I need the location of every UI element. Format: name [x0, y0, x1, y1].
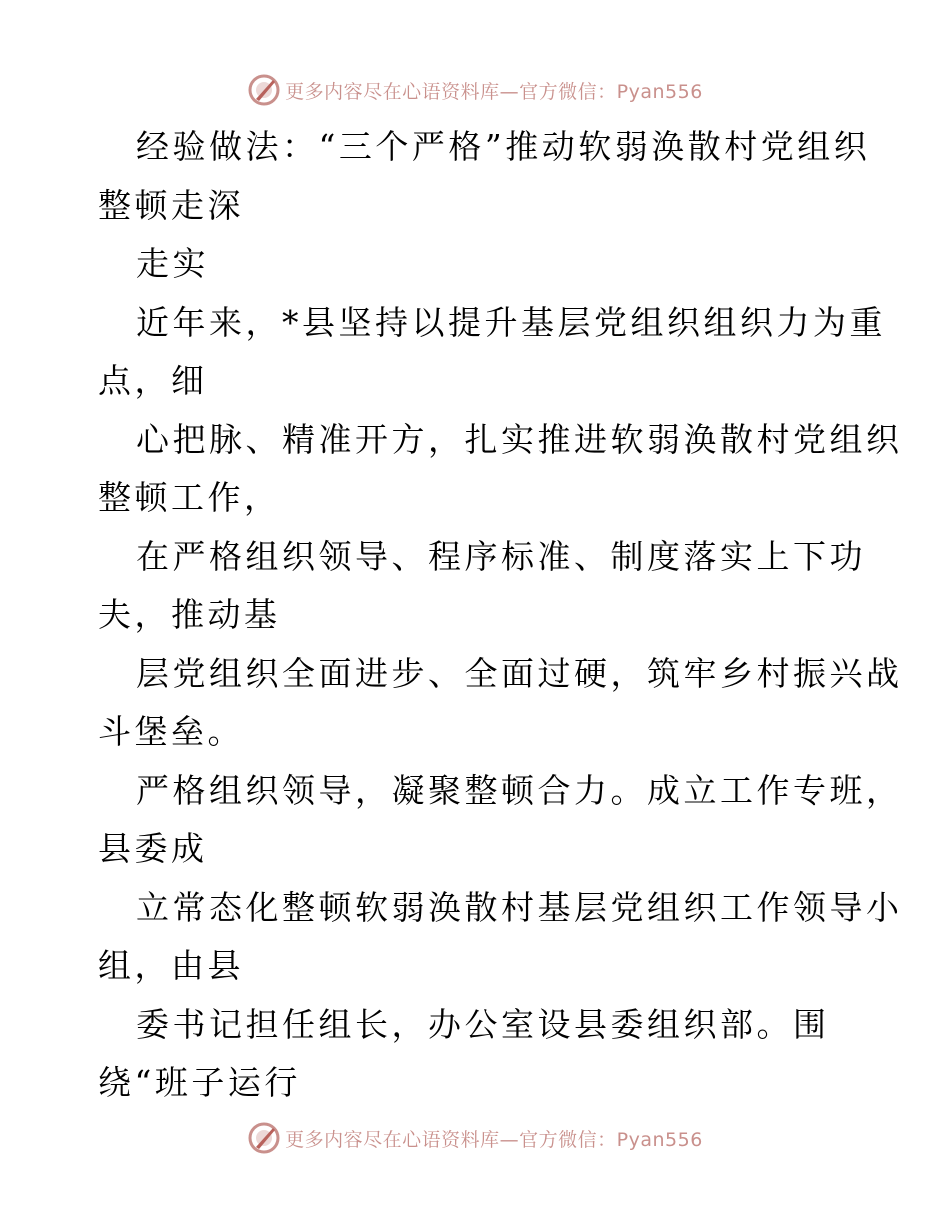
footer-watermark — [0, 1118, 950, 1158]
watermark-text: 更多内容尽在心语资料库—官方微信：Pyan556 — [285, 1128, 703, 1151]
document-body — [98, 118, 903, 1113]
text-line: 整顿走深 — [98, 185, 244, 225]
header-watermark — [0, 70, 950, 110]
text-line: 近年来，*县坚持以提升基层党组织组织力为重 — [136, 302, 886, 342]
text-line: 委书记担任组长，办公室设县委组织部。围 — [136, 1004, 830, 1044]
quill-seal-icon — [247, 1121, 281, 1155]
text-line: 夫，推动基 — [98, 595, 281, 634]
text-line: 经验做法：“三个严格”推动软弱涣散村党组织 — [136, 127, 871, 166]
text-line: 整顿工作， — [98, 478, 281, 517]
text-line: 绕“班子运行 — [98, 1063, 301, 1102]
text-line: 组，由县 — [98, 946, 244, 985]
text-line: 县委成 — [98, 829, 208, 868]
text-line: 点，细 — [98, 361, 208, 400]
text-line: 斗堡垒。 — [98, 712, 244, 751]
text-line: 心把脉、精准开方，扎实推进软弱涣散村党组织 — [136, 419, 903, 459]
text-line: 层党组织全面进步、全面过硬，筑牢乡村振兴战 — [136, 653, 903, 693]
text-line: 严格组织领导，凝聚整顿合力。成立工作专班， — [136, 770, 903, 810]
text-line: 在严格组织领导、程序标准、制度落实上下功 — [136, 536, 866, 576]
text-line: 走实 — [136, 244, 209, 283]
quill-seal-icon — [247, 73, 281, 107]
watermark-text: 更多内容尽在心语资料库—官方微信：Pyan556 — [285, 80, 703, 103]
text-line: 立常态化整顿软弱涣散村基层党组织工作领导小 — [136, 887, 903, 927]
